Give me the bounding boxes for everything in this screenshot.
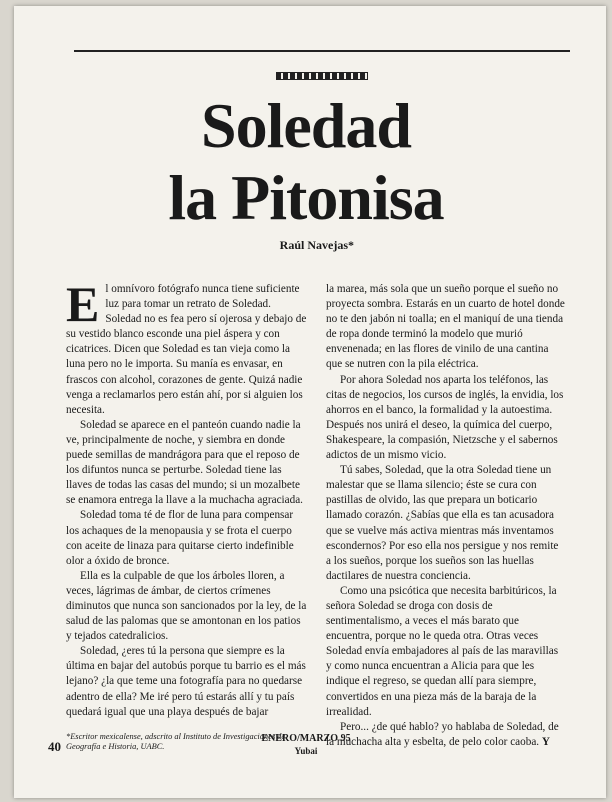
ornament-divider <box>276 72 368 80</box>
article-title <box>0 90 612 234</box>
continuation-paragraph: la marea, más sola que un sueño porque el sueño no proyecta sombra. Estarás en un cuarto de hotel donde no te den jabón ni toalla; en el maniquí de una tienda de ropa donde terminó la modelo que murió envenenada; en las flores de vinilo de una cantina que se nutren con la pila eléctrica. <box>326 283 565 371</box>
title-line-2: la Pitonisa <box>168 162 444 233</box>
right-column <box>326 282 566 750</box>
title-line-1: Soledad <box>201 90 411 161</box>
final-text: Pero... ¿de qué hablo? yo hablaba de Soledad, de la muchacha alta y esbelta, de pelo color caoba. <box>326 720 559 748</box>
magazine-logo: Yubai <box>294 746 318 756</box>
end-mark: Y <box>541 735 550 748</box>
opening-paragraph <box>66 276 308 418</box>
top-rule <box>74 50 570 52</box>
issue-date: ENERO/MARZO 95 <box>261 733 351 744</box>
page-number: 40 <box>48 739 61 754</box>
magazine-page <box>14 6 606 798</box>
paragraph: Por ahora Soledad nos aparta los teléfonos, las citas de negocios, los cursos de inglés, la envidia, los ahorros en el banco, la formalidad y la autoestima. Después nos unirá el deseo, la química del cuerpo, Shakespeare, la compasión, Nietzsche y el sabernos adictos de un mismo vicio. <box>326 373 564 462</box>
issue-footer <box>236 733 376 757</box>
paragraph: Como una psicótica que necesita barbitúricos, la señora Soledad se droga con dosis de sentimentalismo, a veces el más barato que encuentra, porque no le queda otra. Otras veces Soledad envía embajadores al país de las maravillas y como nunca encuentran a Alicia para que les indique el regreso, se quedan allí para siempre, convertidos en una pieza más de la baraja de la irrealidad. <box>326 584 559 718</box>
paragraph: Soledad, ¿eres tú la persona que siempre es la última en bajar del autobús porque tu barrio es el más lejano? ¿la que teme una fotografía para no quedarse adentro de ella? Me iré pero tú estarás allí y tu país quedará igual que una playa después de bajar <box>66 645 306 718</box>
author-footnote: *Escritor mexicalense, adscrito al Instituto de Investigaciones de Geografía e Historia, UABC. <box>66 731 286 752</box>
opening-text: l omnívoro fotógrafo nunca tiene suficiente luz para tomar un retrato de Soledad. Soledad no es fea pero sí ojerosa y debajo de su vestido blanco esconde una piel áspera y con cicatrices. Dicen que Soledad es tan vieja como la luna pero no le importa. Su manía es envasar, en frascos con alcohol, corazones de gente. Quizá nadie venga a reclamarlos pero están ahí, por si alguien los necesita. <box>66 283 307 416</box>
paragraph: Soledad toma té de flor de luna para compensar los achaques de la menopausia y se frota el cuerpo con aceite de linaza para quitarse cierto indefinible olor a óxido de bronce. <box>66 509 294 567</box>
paragraph: Ella es la culpable de que los árboles lloren, a veces, lágrimas de ámbar, de ciertos crímenes diminutos que nunca son sancionados por la ley, de la salud de las palomas que se amontonan en los patios y tejados catedralicios. <box>66 569 307 643</box>
left-column <box>66 276 308 753</box>
author-name: Raúl Navejas* <box>279 238 354 252</box>
drop-cap: E <box>66 276 100 332</box>
paragraph: Tú sabes, Soledad, que la otra Soledad tiene un malestar que se llama silencio; éste se cura con pastillas de olvido, las que prepara un boticario llamado corazón. ¿Sabías que ella es tan acusadora que se vuelve más activa mientras más inventamos escondernos? Por eso ella nos persigue y nos remite a los sueños, porque los sueños son las huellas dactilares de nuestra conciencia. <box>326 464 559 582</box>
paragraph: Soledad se aparece en el panteón cuando nadie la ve, principalmente de noche, y siembra en donde puede semillas de mandrágora para que el reposo de los difuntos nunca se perturbe. Soledad tiene las llaves de todas las casas del mundo; si un mozalbete se enamora entrega la llave a la muchacha agraciada. <box>66 418 303 507</box>
